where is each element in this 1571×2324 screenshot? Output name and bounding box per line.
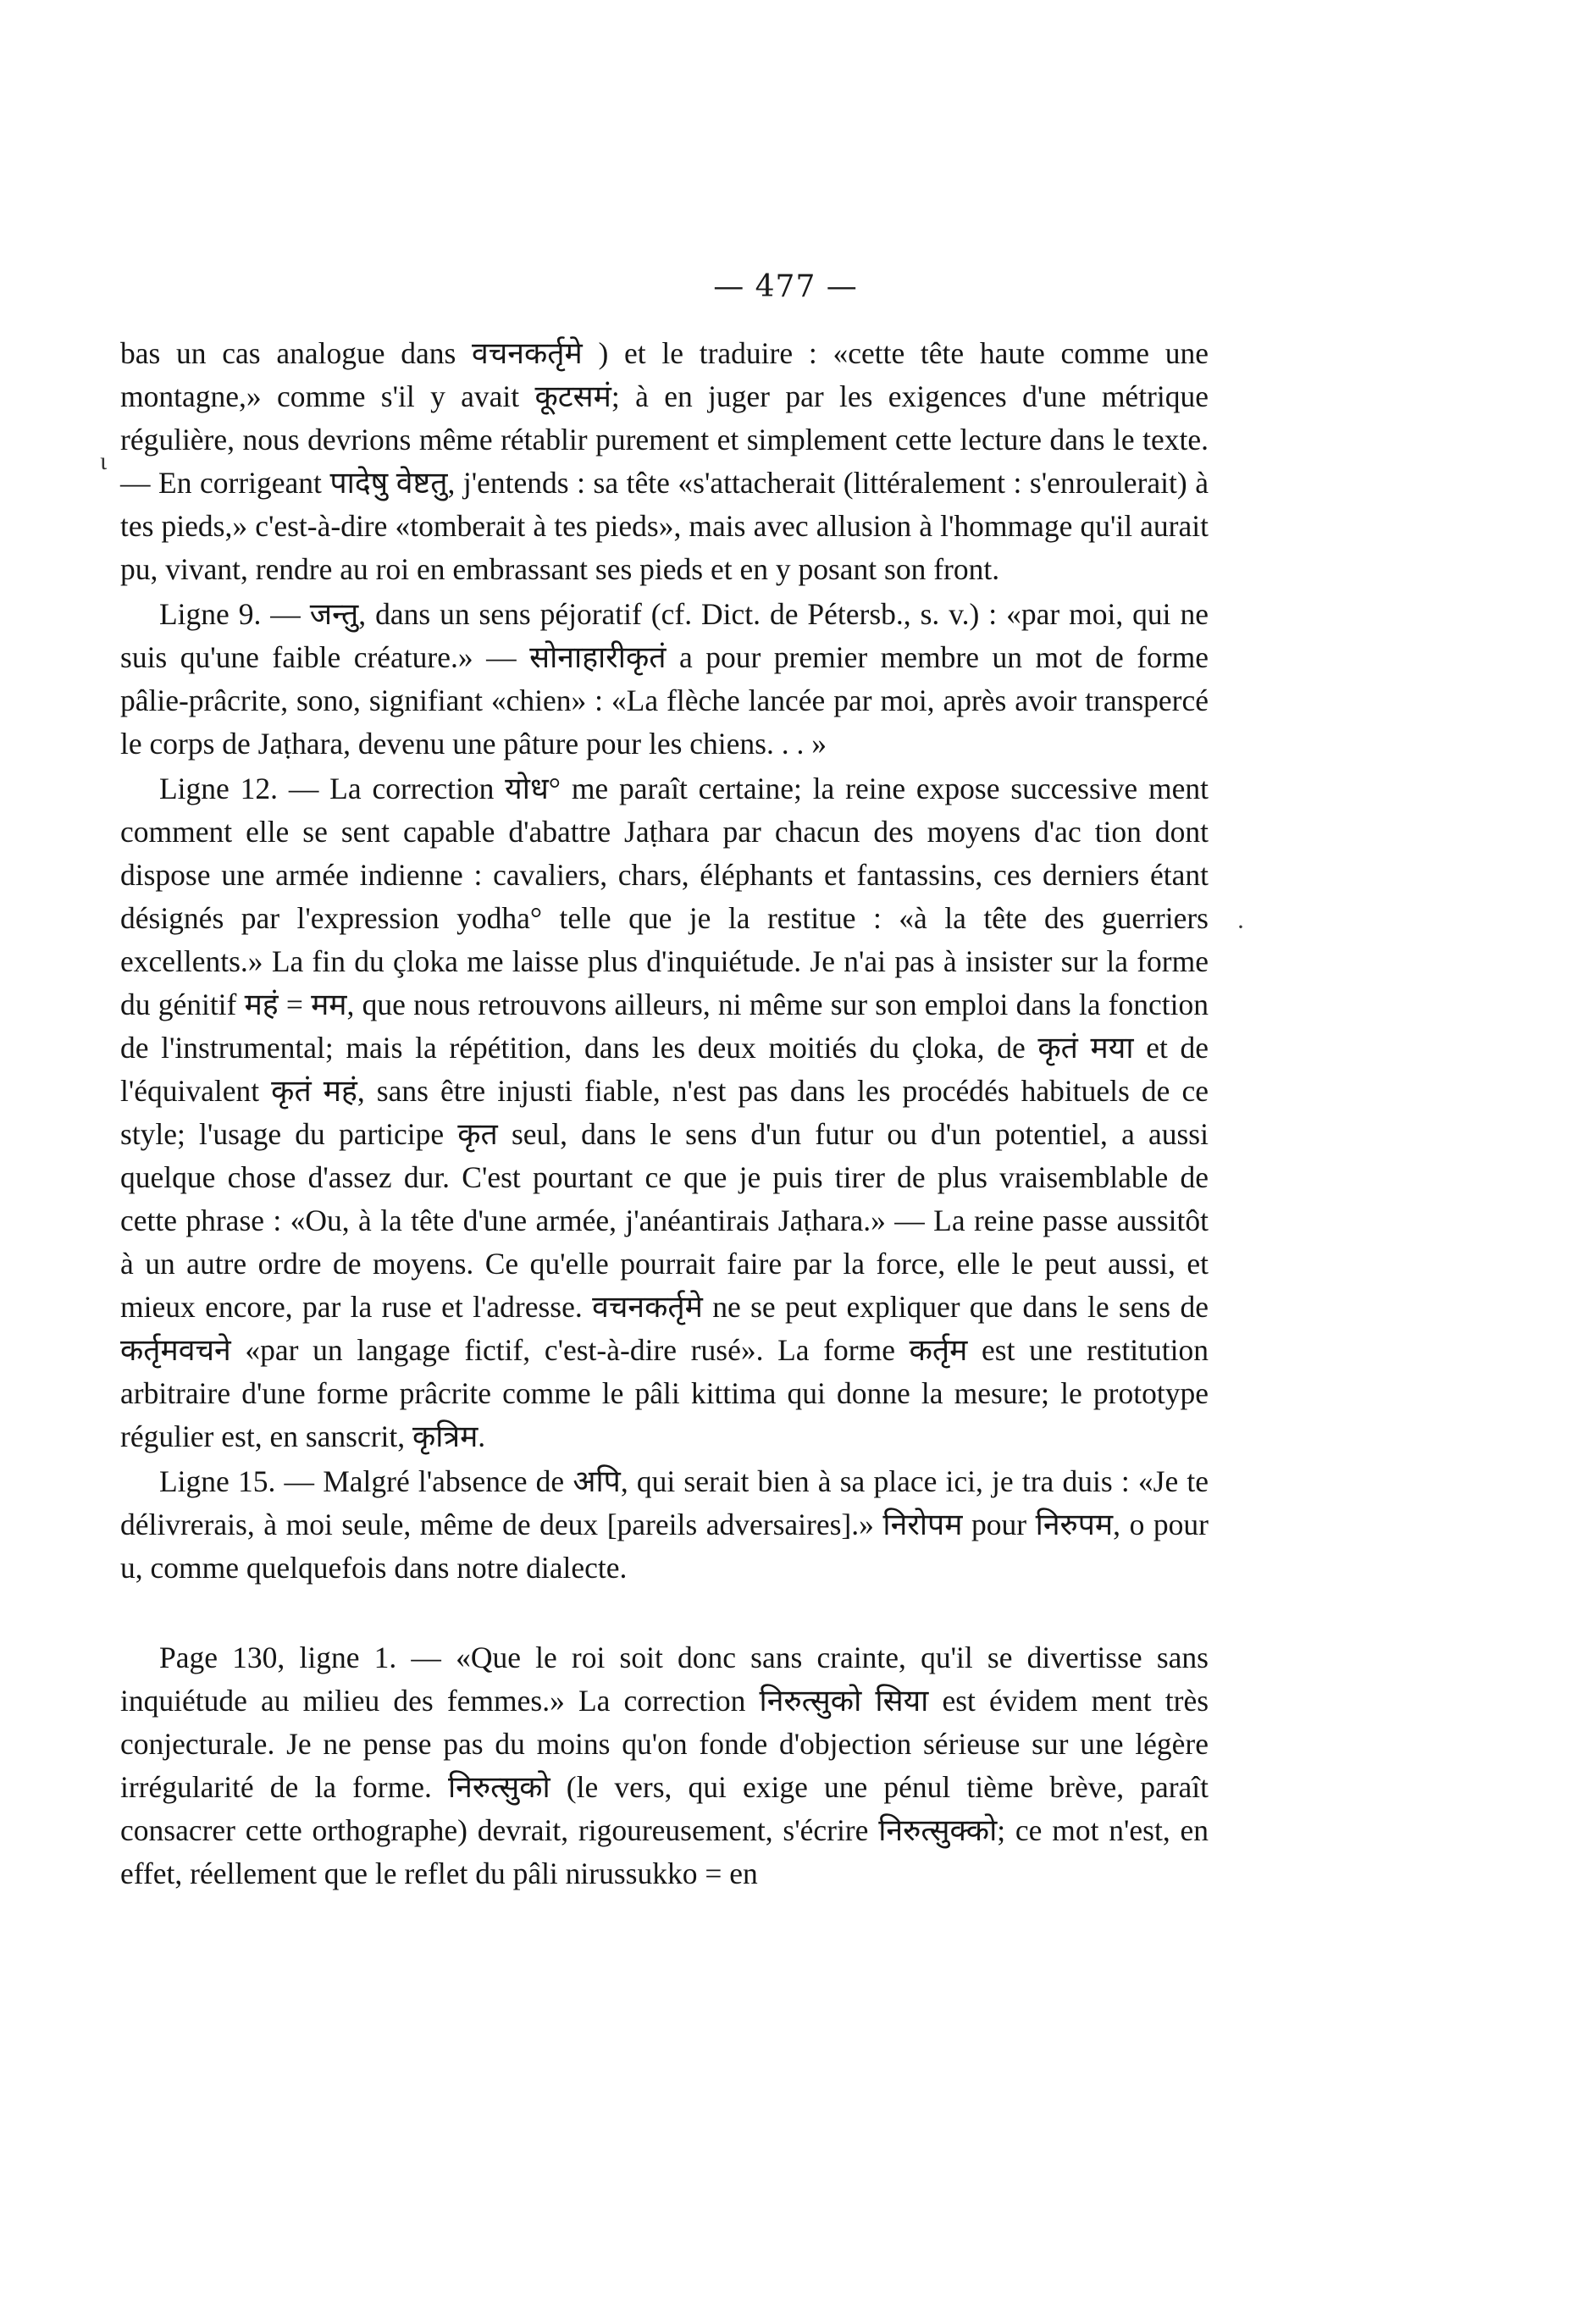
text-line: tête des guerriers excellents.» La fin du çloka me laisse plus d'inquiétude. Je n'ai: [120, 901, 1209, 978]
text-line: ment très conjecturale. Je ne pense pas du moins qu'on fonde d'objection sérieuse: [120, 1684, 1209, 1761]
text-line: ment comment elle se sent capable d'abattre Jaṭhara par chacun des moyens d'ac: [120, 772, 1209, 849]
text-line: les deux moitiés du çloka, de कृतं मया et de l'équivalent कृतं महं, sans être injusti: [120, 1031, 1209, 1108]
text-line: chiens. . . »: [689, 727, 827, 761]
text-line: la tête d'une armée, j'anéantirais Jaṭhara.» — La reine passe aussitôt à un autre: [120, 1204, 1209, 1281]
text-line: sur une légère irrégularité de la forme. निरुत्सुको (le vers, qui exige une pénul: [120, 1727, 1209, 1804]
text-line: le texte. — En corrigeant पादेषु वेष्टतु, j'entends : sa tête «s'attacherait (littéralement :: [120, 423, 1209, 500]
paragraph-ligne-15: [120, 1460, 1209, 1590]
body-text: [120, 332, 1209, 1897]
text-line: moi, après avoir transpercé le corps de Jaṭhara, devenu une pâture pour les: [120, 683, 1209, 761]
margin-mark-left: ɩ: [100, 447, 108, 475]
text-line: seul, dans le sens d'un futur ou d'un potentiel, a aussi quelque chose d'assez dur.: [120, 1117, 1209, 1194]
text-line: même sur son emploi dans la fonction de l'instrumental; mais la répétition, dans: [120, 988, 1209, 1065]
text-line: tion dont dispose une armée indienne : cavaliers, chars, éléphants et fantassins,: [120, 815, 1209, 892]
text-line: Ligne 9. — जन्तु, dans un sens péjoratif (cf. Dict. de Pétersb., s. v.) : «par: [159, 597, 1070, 631]
text-line: Page 130, ligne 1. — «Que le roi soit donc sans crainte, qu'il se divertisse: [159, 1641, 1157, 1674]
text-line: régulière, nous devrions même rétablir purement et simplement cette lecture dans: [120, 423, 1114, 456]
text-line: pas à insister sur la forme du génitif महं = मम, que nous retrouvons ailleurs, ni: [120, 944, 1209, 1021]
text-line: à l'hommage qu'il aurait pu, vivant, rendre au roi en embrassant ses pieds et en y: [120, 509, 1209, 586]
text-line: montagne,» comme s'il y avait कूटसमं; à en juger par les exigences d'une métrique: [120, 379, 1209, 413]
text-line: Ligne 15. — Malgré l'absence de अपि, qui serait bien à sa place ici, je tra: [159, 1464, 1054, 1498]
text-line: mesure; le prototype régulier est, en sanscrit, कृत्रिम.: [120, 1376, 1209, 1453]
text-line: bas un cas analogue dans वचनकर्तृमे ) et le traduire : «cette tête haute comme une: [120, 336, 1209, 370]
margin-mark-right: ·: [1236, 913, 1245, 941]
text-line: Ligne 12. — La correction योध° me paraît certaine; la reine expose successive: [159, 772, 1138, 805]
page-number: — 477 —: [713, 269, 858, 304]
text-line: de कर्तृमवचने «par un langage fictif, c'est-à-dire rusé». La forme कर्तृम est une: [120, 1290, 1209, 1367]
text-line: ordre de moyens. Ce qu'elle pourrait faire par la force, elle le peut aussi, et mieux: [120, 1247, 1209, 1324]
text-line: tième brève, paraît consacrer cette orthographe) devrait, rigoureusement, s'écrire: [120, 1770, 1209, 1847]
text-line: un mot de forme pâlie-prâcrite, sono, signifiant «chien» : «La flèche lancée par: [120, 640, 1209, 717]
paragraph-ligne-12: [120, 767, 1209, 1458]
text-line: posant son front.: [798, 552, 1000, 586]
text-line: restitution arbitraire d'une forme prâcrite comme le pâli kittima qui donne la: [120, 1333, 1209, 1410]
text-line: ces derniers étant désignés par l'expression yodha° telle que je la restitue : «à la: [120, 858, 1209, 935]
text-line: pour निरुपम, o pour u, comme quelquefois dans notre dialecte.: [120, 1508, 1209, 1585]
text-line: निरुत्सुक्को; ce mot n'est, en effet, réellement que le reflet du pâli nirussukko = en: [120, 1813, 1209, 1890]
paragraph-continuation: [120, 332, 1209, 591]
text-line: encore, par la ruse et l'adresse. वचनकर्तृमे ne se peut expliquer que dans le sens: [205, 1290, 1181, 1324]
text-line: C'est pourtant ce que je puis tirer de plus vraisemblable de cette phrase : «Ou, à: [120, 1160, 1209, 1237]
paragraph-ligne-9: [120, 593, 1209, 766]
text-line: sans inquiétude au milieu des femmes.» La correction निरुत्सुको सिया est évidem: [120, 1641, 1209, 1718]
text-line: fiable, n'est pas dans les procédés habituels de ce style; l'usage du participe कृत: [120, 1074, 1209, 1151]
text-line: moi, qui ne suis qu'une faible créature.» — सोनाहारीकृतं a pour premier membre: [120, 597, 1209, 674]
text-line: s'enroulerait) à tes pieds,» c'est-à-dire «tomberait à tes pieds», mais avec allusion: [120, 466, 1209, 543]
text-line: duis : «Je te délivrerais, à moi seule, même de deux [pareils adversaires].» निरोपम: [120, 1464, 1209, 1541]
paragraph-page-130: [120, 1636, 1209, 1895]
